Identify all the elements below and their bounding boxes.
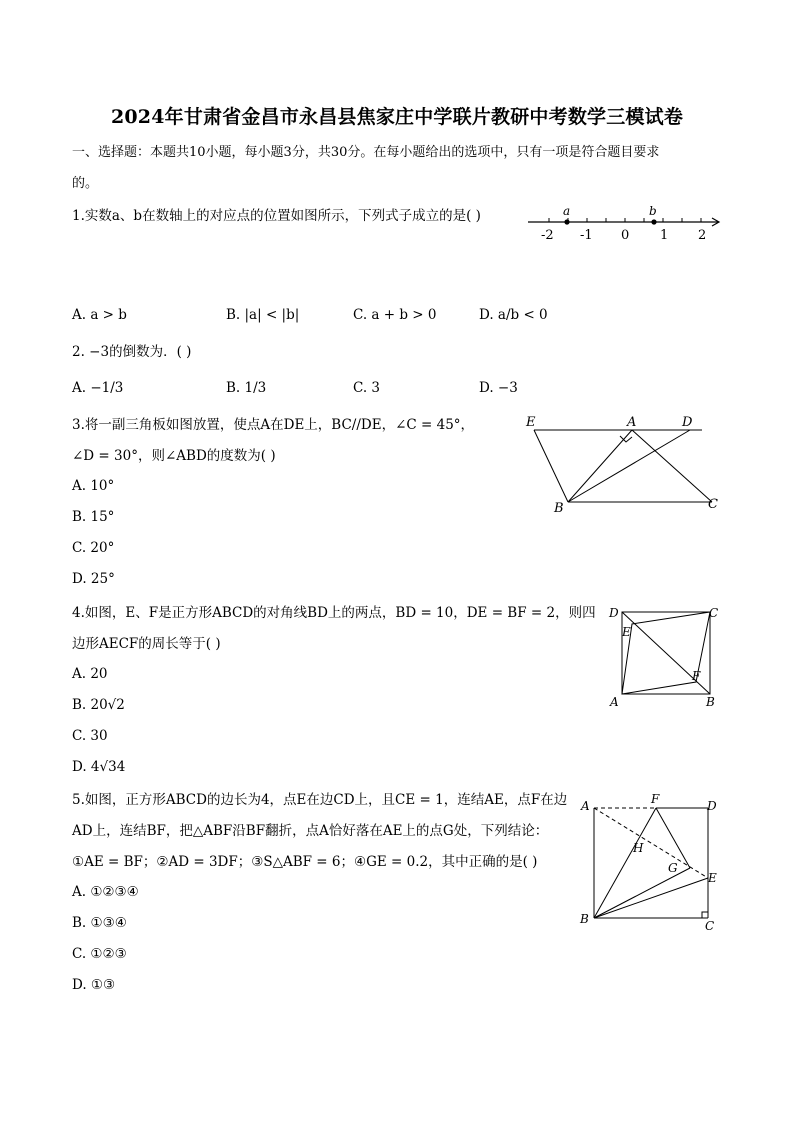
q5-option-c[interactable]: C. ①②③ — [72, 946, 127, 962]
label-h: H — [633, 841, 644, 855]
label-e: E — [526, 415, 536, 430]
label-c: C — [708, 497, 718, 512]
label-b: B — [580, 912, 589, 926]
q5-stem-line1: 5.如图，正方形ABCD的边长为4，点E在边CD上，且CE = 1，连结AE，点F在边 — [72, 792, 568, 808]
tick-label: -1 — [580, 228, 593, 243]
point-a — [564, 219, 569, 224]
q3-stem-line2: ∠D = 30°，则∠ABD的度数为( ) — [72, 448, 276, 464]
section-header-line2: 的。 — [72, 176, 99, 191]
tick-label: 1 — [660, 228, 669, 243]
label-g: G — [668, 861, 678, 875]
q5-option-b[interactable]: B. ①③④ — [72, 915, 127, 931]
label-d: D — [707, 799, 717, 813]
label-e: E — [622, 625, 631, 639]
q1-option-c[interactable]: C. a + b > 0 — [353, 307, 437, 323]
label-b: B — [554, 501, 564, 516]
q2-option-b[interactable]: B. 1/3 — [226, 380, 267, 396]
q1-option-a[interactable]: A. a > b — [72, 307, 127, 323]
q3-option-d[interactable]: D. 25° — [72, 571, 115, 587]
section-header-line1: 一、选择题：本题共10小题，每小题3分，共30分。在每小题给出的选项中，只有一项是符合题目要求 — [72, 145, 660, 160]
q5-option-d[interactable]: D. ①③ — [72, 977, 116, 993]
tick-label: 2 — [698, 228, 707, 243]
q5-option-a[interactable]: A. ①②③④ — [72, 884, 139, 900]
q4-stem-line2: 边形AECF的周长等于( ) — [72, 636, 221, 652]
q4-square-figure — [600, 598, 730, 716]
q2-option-d[interactable]: D. −3 — [479, 380, 518, 396]
tick-label: -2 — [541, 228, 554, 243]
q4-option-d[interactable]: D. 4√34 — [72, 759, 126, 775]
q4-option-a[interactable]: A. 20 — [72, 666, 108, 682]
q5-square-fold-figure — [574, 792, 730, 934]
label-c: C — [709, 606, 719, 620]
page-title: 2024年甘肃省金昌市永昌县焦家庄中学联片教研中考数学三模试卷 — [110, 106, 684, 128]
label-b: b — [649, 204, 657, 218]
q1-option-b[interactable]: B. |a| < |b| — [226, 307, 300, 323]
q3-stem-line1: 3.将一副三角板如图放置，使点A在DE上，BC//DE，∠C = 45°， — [72, 417, 475, 433]
label-a: A — [610, 695, 619, 709]
q3-triangles-figure — [520, 408, 730, 516]
q5-stem-line2: AD上，连结BF，把△ABF沿BF翻折，点A恰好落在AE上的点G处，下列结论： — [72, 823, 549, 839]
q1-number-line-figure — [520, 200, 730, 248]
label-b: B — [706, 695, 715, 709]
tick-label: 0 — [621, 228, 630, 243]
label-d: D — [609, 606, 619, 620]
q2-option-c[interactable]: C. 3 — [353, 380, 381, 396]
label-f: F — [651, 792, 660, 806]
q4-stem-line1: 4.如图，E、F是正方形ABCD的对角线BD上的两点，BD = 10，DE = BF = 2，则四 — [72, 605, 596, 621]
number-line-ticks — [549, 218, 701, 222]
point-b — [651, 219, 656, 224]
q4-option-c[interactable]: C. 30 — [72, 728, 108, 744]
label-a: A — [627, 415, 637, 430]
label-f: F — [692, 669, 701, 683]
q3-option-c[interactable]: C. 20° — [72, 540, 115, 556]
q3-option-a[interactable]: A. 10° — [72, 478, 115, 494]
label-a: a — [563, 204, 571, 218]
label-c: C — [705, 919, 715, 933]
q2-option-a[interactable]: A. −1/3 — [72, 380, 124, 396]
q4-option-b[interactable]: B. 20√2 — [72, 697, 125, 713]
label-d: D — [682, 415, 693, 430]
q5-stem-line3: ①AE = BF；②AD = 3DF；③S△ABF = 6；④GE = 0.2，其中正确的是( ) — [72, 854, 538, 870]
q1-stem: 1.实数a、b在数轴上的对应点的位置如图所示，下列式子成立的是( ) — [72, 208, 481, 224]
q1-option-d[interactable]: D. a/b < 0 — [479, 307, 548, 323]
label-e: E — [708, 871, 717, 885]
label-a: A — [581, 799, 590, 813]
q2-stem: 2. −3的倒数为．( ) — [72, 344, 192, 360]
q3-option-b[interactable]: B. 15° — [72, 509, 115, 525]
